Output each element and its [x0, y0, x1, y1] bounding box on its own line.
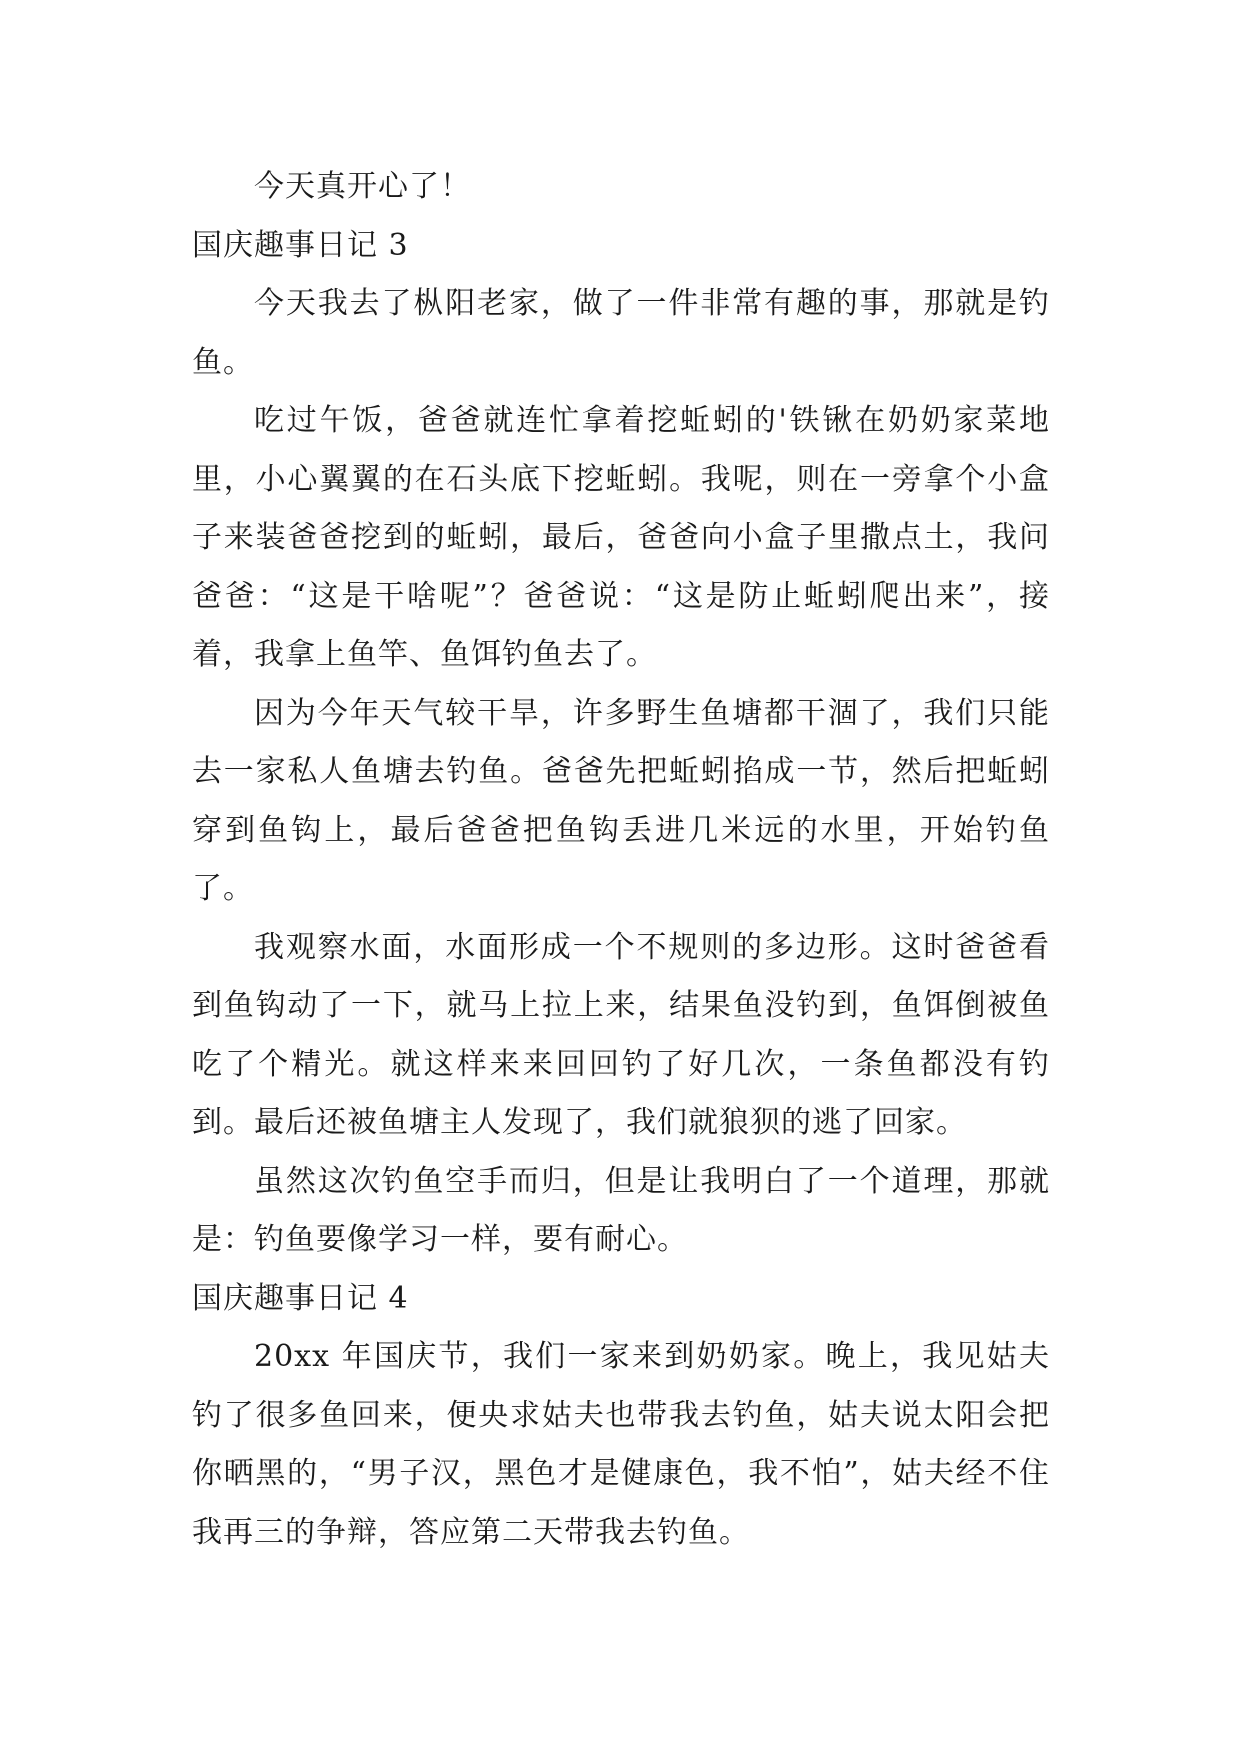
- diary-heading-3: 国庆趣事日记 3: [192, 227, 409, 263]
- diary-heading-4: 国庆趣事日记 4: [192, 1280, 409, 1316]
- paragraph: 因为今年天气较干旱，许多野生鱼塘都干涸了，我们只能去一家私人鱼塘去钓鱼。爸爸先把蚯蚓掐成一节，然后把蚯蚓穿到鱼钩上，最后爸爸把鱼钩丢进几米远的水里，开始钓鱼了。: [192, 695, 1050, 906]
- document-body: [192, 158, 1050, 1562]
- paragraph: 今天我去了枞阳老家，做了一件非常有趣的事，那就是钓鱼。: [192, 286, 1050, 380]
- paragraph: 20xx 年国庆节，我们一家来到奶奶家。晚上，我见姑夫钓了很多鱼回来，便央求姑夫也带我去钓鱼，姑夫说太阳会把你晒黑的，“男子汉，黑色才是健康色，我不怕”，姑夫经不住我再三的争辩，答应第二天带我去钓鱼。: [192, 1339, 1050, 1550]
- paragraph: 我观察水面，水面形成一个不规则的多边形。这时爸爸看到鱼钩动了一下，就马上拉上来，结果鱼没钓到，鱼饵倒被鱼吃了个精光。就这样来来回回钓了好几次，一条鱼都没有钓到。最后还被鱼塘主人发现了，我们就狼狈的逃了回家。: [192, 929, 1050, 1140]
- paragraph: 虽然这次钓鱼空手而归，但是让我明白了一个道理，那就是：钓鱼要像学习一样，要有耐心。: [192, 1163, 1050, 1257]
- closing-line: 今天真开心了！: [254, 169, 471, 204]
- paragraph: 吃过午饭，爸爸就连忙拿着挖蚯蚓的'铁锹在奶奶家菜地里，小心翼翼的在石头底下挖蚯蚓。我呢，则在一旁拿个小盒子来装爸爸挖到的蚯蚓，最后，爸爸向小盒子里撒点土，我问爸爸：“这是干啥呢”？爸爸说：“这是防止蚯蚓爬出来”，接着，我拿上鱼竿、鱼饵钓鱼去了。: [192, 403, 1050, 672]
